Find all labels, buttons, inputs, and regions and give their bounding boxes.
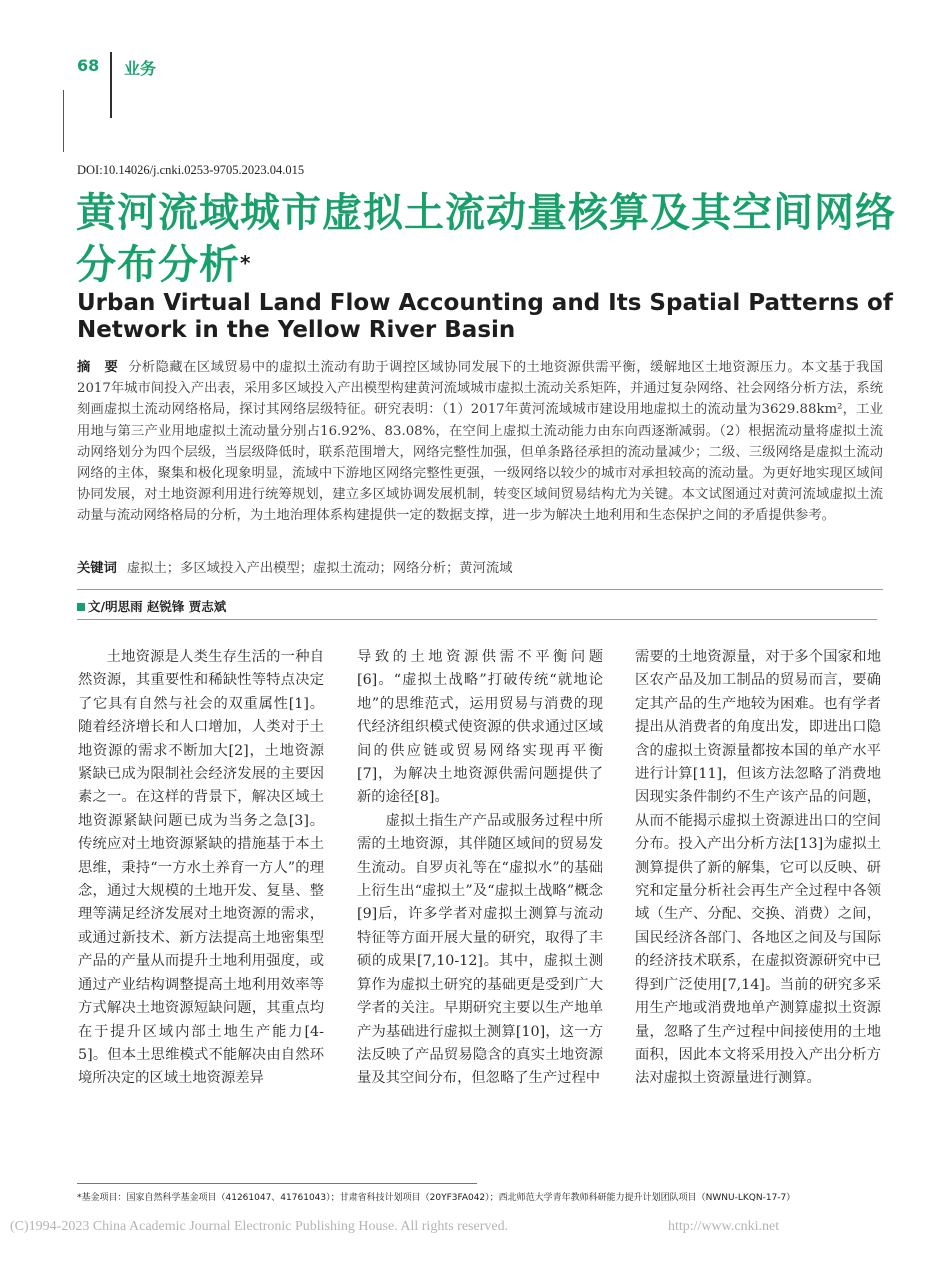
title-chinese-text: 黄河流域城市虚拟土流动量核算及其空间网络分布分析 [76,190,896,288]
margin-rule [63,90,64,152]
funding-footnote: *基金项目：国家自然科学基金项目（41261047、41761043）；甘肃省科技计划项目（20YF3FA042）；西北师范大学青年教师科研能力提升计划团队项目（NWNU-LKQN-17-7） [77,1193,796,1203]
keywords-divider [77,589,883,590]
authors [77,597,226,615]
abstract-label: 摘 要 [77,360,119,375]
authors-divider [77,619,877,620]
body-column-3 [635,646,881,1091]
keywords [77,559,883,579]
cnki-link[interactable]: http://www.cnki.net [668,1219,780,1234]
title-footnote-marker: * [240,251,252,275]
keywords-label: 关键词 [77,561,117,576]
header-divider [110,52,112,118]
section-label: 业务 [124,59,157,78]
title-english: Urban Virtual Land Flow Accounting and Its Spatial Patterns of Network in the Yellow River Basin [77,290,893,343]
body-paragraph: 需要的土地资源量，对于多个国家和地区农产品及加工制品的贸易而言，要确定其产品的生产地较为困难。也有学者提出从消费者的角度出发，即进出口隐含的虚拟土资源量都按本国的单产水平进行计算[11]，但该方法忽略了消费地因现实条件制约不生产该产品的问题，从而不能揭示虚拟土资源进出口的空间分布。投入产出分析方法[13]为虚拟土测算提供了新的解集，它可以反映、研究和定量分析社会再生产全过程中各领域（生产、分配、交换、消费）之间，国民经济各部门、各地区之间及与国际的经济技术联系，在虚拟资源研究中已得到广泛使用[7,14]。当前的研究多采用生产地或消费地单产测算虚拟土资源量，忽略了生产过程中间接使用的土地面积，因此本文将采用投入产出分析方法对虚拟土资源量进行测算。 [635,649,881,1087]
body-paragraph: 虚拟土指生产产品或服务过程中所需的土地资源，其伴随区域间的贸易发生流动。自罗贞礼等在“虚拟水”的基础上衍生出“虚拟土”及“虚拟土战略”概念[9]后，许多学者对虚拟土测算与流动特征等方面开展大量的研究，取得了丰硕的成果[7,10-12]。其中，虚拟土测算作为虚拟土研究的基础更是受到广大学者的关注。早期研究主要以生产地单产为基础进行虚拟土测算[10]，这一方法反映了产品贸易隐含的真实土地资源量及其空间分布，但忽略了生产过程中 [357,812,603,1087]
body-paragraph: 导致的土地资源供需不平衡问题[6]。“虚拟土战略”打破传统“就地论地”的思维范式，运用贸易与消费的现代经济组织模式使资源的供求通过区域间的供应链或贸易网络实现再平衡[7]，为解决土地资源供需问题提供了新的途径[8]。 [357,649,603,806]
title-chinese [76,187,896,291]
authors-text: 文/明思雨 赵锐锋 贾志斌 [88,599,227,614]
abstract-text: 分析隐藏在区域贸易中的虚拟土流动有助于调控区域协同发展下的土地资源供需平衡，缓解地区土地资源压力。本文基于我国2017年城市间投入产出表，采用多区域投入产出模型构建黄河流域城市虚拟土流动关系矩阵，并通过复杂网络、社会网络分析方法，系统刻画虚拟土流动网络格局，探讨其网络层级特征。研究表明：（1）2017年黄河流域城市建设用地虚拟土的流动量为3629.88km²，工业用地与第三产业用地虚拟土流动量分别占16.92%、83.08%，在空间上虚拟土流动能力由东向西逐渐减弱。（2）根据流动量将虚拟土流动网络划分为四个层级，当层级降低时，联系范围增大，网络完整性加强，但单条路径承担的流动量减少；二级、三级网络是虚拟土流动网络的主体，聚集和极化现象明显，流域中下游地区网络完整性更强，一级网络以较少的城市对承担较高的流动量。为更好地实现区域间协同发展，对土地资源利用进行统筹规划，建立多区域协调发展机制，转变区域间贸易结构尤为关键。本文试图通过对黄河流域虚拟土流动量与流动网络格局的分析，为土地治理体系构建提供一定的数据支撑，进一步为解决土地利用和生态保护之间的矛盾提供参考。 [77,360,884,524]
doi: DOI:10.14026/j.cnki.0253-9705.2023.04.015 [77,163,305,177]
keywords-text: 虚拟土；多区域投入产出模型；虚拟土流动；网络分析；黄河流域 [126,561,513,576]
body-column-2 [357,646,603,1091]
abstract [77,357,883,527]
authors-marker [77,603,85,611]
body-paragraph: 土地资源是人类生存生活的一种自然资源，其重要性和稀缺性等特点决定了它具有自然与社会的双重属性[1]。随着经济增长和人口增加，人类对于土地资源的需求不断加大[2]，土地资源紧缺已成为限制社会经济发展的主要因素之一。在这样的背景下，解决区域土地资源紧缺问题已成为当务之急[3]。传统应对土地资源紧缺的措施基于本土思维，秉持“一方水土养育一方人”的理念，通过大规模的土地开发、复垦、整理等满足经济发展对土地资源的需求，或通过新技术、新方法提高土地密集型产品的产量从而提升土地利用强度，或通过产业结构调整提高土地利用效率等方式解决土地资源短缺问题，其重点均在于提升区域内部土地生产能力[4-5]。但本土思维模式不能解决由自然环境所决定的区域土地资源差异 [78,649,324,1087]
page-number: 68 [77,56,100,75]
footnote-divider [77,1183,477,1184]
copyright-text: (C)1994-2023 China Academic Journal Electronic Publishing House. All rights reserved. [10,1219,509,1234]
body-column-1 [78,646,324,1091]
